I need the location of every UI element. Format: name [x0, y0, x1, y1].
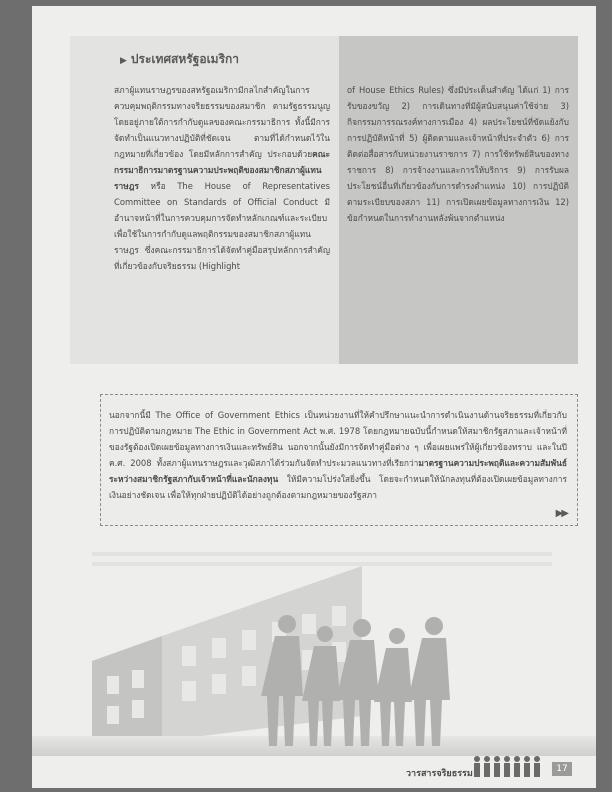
info-box-text	[109, 407, 567, 503]
left-bold-text: คณะกรรมาธิการมาตรฐานความประพฤติของสมาชิกสภาผู้แทนราษฎร	[114, 149, 330, 191]
building-people-illustration	[32, 566, 596, 756]
box-text-2: ให้มีความโปร่งใสยิ่งขึ้น โดยจะกำหนดให้นักลงทุนที่ต้องเปิดเผยข้อมูลทางการเงินอย่างชัดเจน เพื่อให้ทุกฝ่ายปฏิบัติได้อย่างถูกต้องตามกฎหมายของรัฐสภา	[109, 474, 567, 500]
right-column-text	[347, 82, 569, 226]
journal-name: วารสารจริยธรรม	[406, 769, 473, 779]
heading-text: ประเทศสหรัฐอเมริกา	[130, 52, 240, 66]
faded-line	[92, 552, 552, 556]
left-paragraph	[114, 82, 330, 274]
left-text-2: หรือ The House of Representatives Committee on Standards of Official Conduct มีอำนาจหน้าที่ในการควบคุมการจัดทำหลักเกณฑ์และระเบียบ เพื่อใช้ในการกำกับดูแลพฤติกรรมของสมาชิกสภาผู้แทนราษฎร ซึ่งคณะกรรมาธิการได้จัดทำคู่มือสรุปหลักการสำคัญที่เกี่ยวข้องกับจริยธรรม (Highlight	[114, 181, 330, 271]
left-text-1: สภาผู้แทนราษฎรของสหรัฐอเมริกามีกลไกสำคัญในการควบคุมพฤติกรรมทางจริยธรรมของสมาชิก ตามรัฐธรรมนูญ โดยอยู่ภายใต้การกำกับดูแลของคณะกรรมาธิการ ทั้งนี้มีการจัดทำเป็นแนวทางปฏิบัติที่ชัดเจน ตามที่ได้กำหนดไว้ในกฎหมายที่เกี่ยวข้อง โดยมีหลักการสำคัญ ประกอบด้วย	[114, 85, 330, 159]
box-bold-text: มาตรฐานความประพฤติและความสัมพันธ์ระหว่างสมาชิกรัฐสภากับเจ้าหน้าที่และนักลงทุน	[109, 458, 567, 484]
right-paragraph: of House Ethics Rules) ซึ่งมีประเด็นสำคัญ ได้แก่ 1) การรับของขวัญ 2) การเดินทางที่มีผู้สนับสนุนค่าใช้จ่าย 3) กิจกรรมการรณรงค์ทางการเมือง 4) ผลประโยชน์ที่ขัดแย้งกับการปฏิบัติหน้าที่ 5) ผู้ติดตามและเจ้าหน้าที่ประจำตัว 6) การติดต่อสื่อสารกับหน่วยงานราชการ 7) การใช้ทรัพย์สินของทางราชการ 8) การจ้างงานและการให้บริการ 9) การรับผลประโยชน์อื่นที่เกี่ยวข้องกับการดำรงตำแหน่ง 10) การปฏิบัติตามระเบียบของสภา 11) การเปิดเผยข้อมูลทางการเงิน 12) ข้อกำหนดในการทำงานหลังพ้นจากตำแหน่ง	[347, 85, 569, 223]
document-page	[32, 6, 596, 788]
box-text-1: นอกจากนี้มี The Office of Government Ethics เป็นหน่วยงานที่ให้คำปรึกษาแนะนำการดำเนินงานด้านจริยธรรมที่เกี่ยวกับการปฏิบัติตามกฎหมาย The Ethic in Government Act พ.ศ. 1978 โดยกฎหมายฉบับนี้กำหนดให้สมาชิกรัฐสภาและเจ้าหน้าที่ของรัฐต้องเปิดเผยข้อมูลทางการเงินและทรัพย์สิน นอกจากนั้นยังมีการจัดทำคู่มือต่าง ๆ เพื่อเผยแพร่ให้ผู้เกี่ยวข้องทราบ และในปี ค.ศ. 2008 ทั้งสภาผู้แทนราษฎรและวุฒิสภาได้ร่วมกันจัดทำประมวลแนวทางที่เรียกว่า	[109, 410, 567, 468]
page-number: 17	[552, 762, 572, 776]
triangle-bullet-icon: ▶	[120, 56, 127, 66]
section-heading	[120, 50, 239, 69]
info-box	[100, 394, 578, 526]
left-column-text	[114, 82, 330, 274]
double-arrow-icon: ▶▶	[555, 508, 567, 519]
people-icon-strip	[472, 754, 548, 778]
